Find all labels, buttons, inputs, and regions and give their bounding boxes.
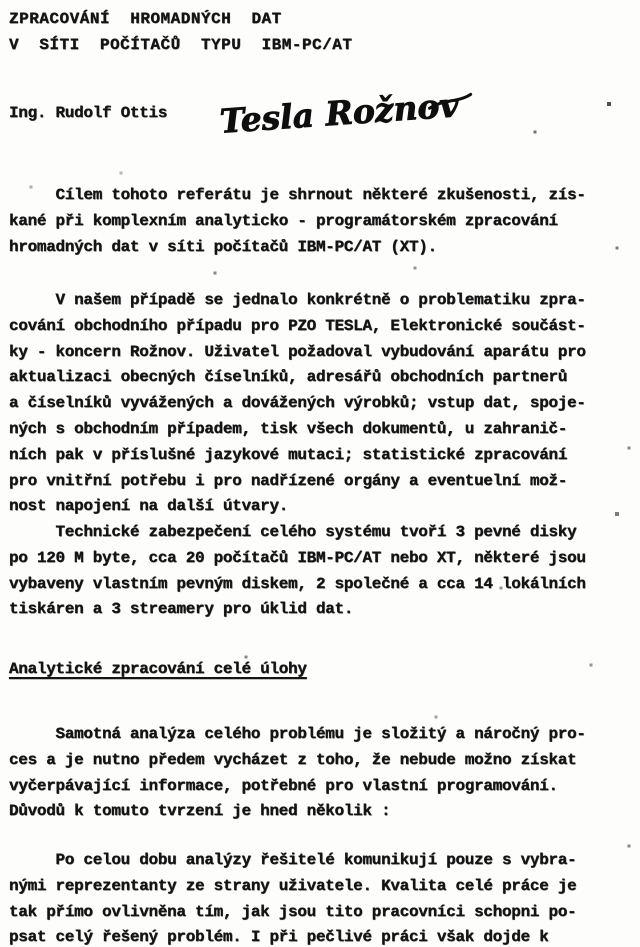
text-line: cování obchodního případu pro PZO TESLA, Elektronické součást- (9, 316, 586, 335)
text-line: Samotná analýza celého problému je složitý a náročný pro- (9, 725, 586, 743)
text-line: nost napojení na další útvary. (9, 497, 289, 516)
signature-svg (218, 78, 478, 150)
text-line: vybaveny vlastním pevným diskem, 2 společné a cca 14 lokálních (9, 574, 586, 593)
text-line: Důvodů k tomuto tvrzení je hned několik : (9, 802, 391, 821)
paragraph (9, 520, 586, 623)
document-title (9, 6, 352, 58)
text-line: kané při komplexním analyticko - programátorském zpracování (9, 211, 558, 230)
paragraph (9, 288, 586, 520)
text-line: tiskáren a 3 streamery pro úklid dat. (9, 600, 354, 619)
text-line: Cílem tohoto referátu je shrnout některé zkušenosti, zís- (9, 186, 586, 204)
text-line: ních pak v příslušné jazykové mutaci; statistické zpracování (9, 445, 568, 464)
section-heading-row (9, 660, 307, 678)
text-line: vyčerpávající informace, potřebné pro vlastní programování. (9, 776, 558, 795)
text-line: tak přímo ovlivněna tím, jak jsou tito pracovníci schopni po- (9, 902, 577, 921)
text-line: ces a je nutno předem vycházet z toho, že nebude možno získat (9, 750, 577, 769)
text-line: ZPRACOVÁNÍ HROMADNÝCH DAT (9, 10, 282, 28)
scan-noise (0, 0, 2, 2)
text-line: a číselníků vyvážených a dovážených výrobků; vstup dat, spoje- (9, 394, 586, 413)
section-heading: Analytické zpracování celé úlohy (9, 660, 307, 678)
text-line: ky - koncern Rožnov. Uživatel požadoval vybudování aparátu pro (9, 342, 586, 361)
text-line: pro vnitřní potřebu i pro nadřízené orgány a eventuelní mož- (9, 471, 568, 490)
paragraph (9, 183, 586, 260)
text-line: psat celý řešený problém. I při pečlivé práci však dojde k (9, 928, 549, 947)
paragraph (9, 722, 586, 825)
author-name: Ing. Rudolf Ottis (9, 104, 168, 122)
text-line: ných s obchodním případem, tisk všech dokumentů, u zahranič- (9, 419, 568, 438)
text-line: po 120 M byte, cca 20 počítačů IBM-PC/AT nebo XT, některé jsou (9, 548, 586, 567)
text-line: V našem případě se jednalo konkrétně o problematiku zpra- (9, 291, 586, 309)
text-line: V SÍTI POČÍTAČŮ TYPU IBM-PC/AT (9, 36, 353, 54)
text-line: Technické zabezpečení celého systému tvoří 3 pevné disky (9, 523, 577, 541)
text-line: hromadných dat v síti počítačů IBM-PC/AT (XT). (9, 237, 437, 256)
text-line: Po celou dobu analýzy řešitelé komunikují pouze s vybra- (9, 851, 577, 869)
text-line: nými reprezentanty ze strany uživatele. Kvalita celé práce je (9, 876, 577, 895)
paragraph (9, 848, 576, 947)
handwritten-signature (218, 78, 478, 150)
signature-text: Tesla Rožnov (218, 85, 460, 141)
text-line: aktualizaci obecných číselníků, adresářů obchodních partnerů (9, 368, 568, 387)
